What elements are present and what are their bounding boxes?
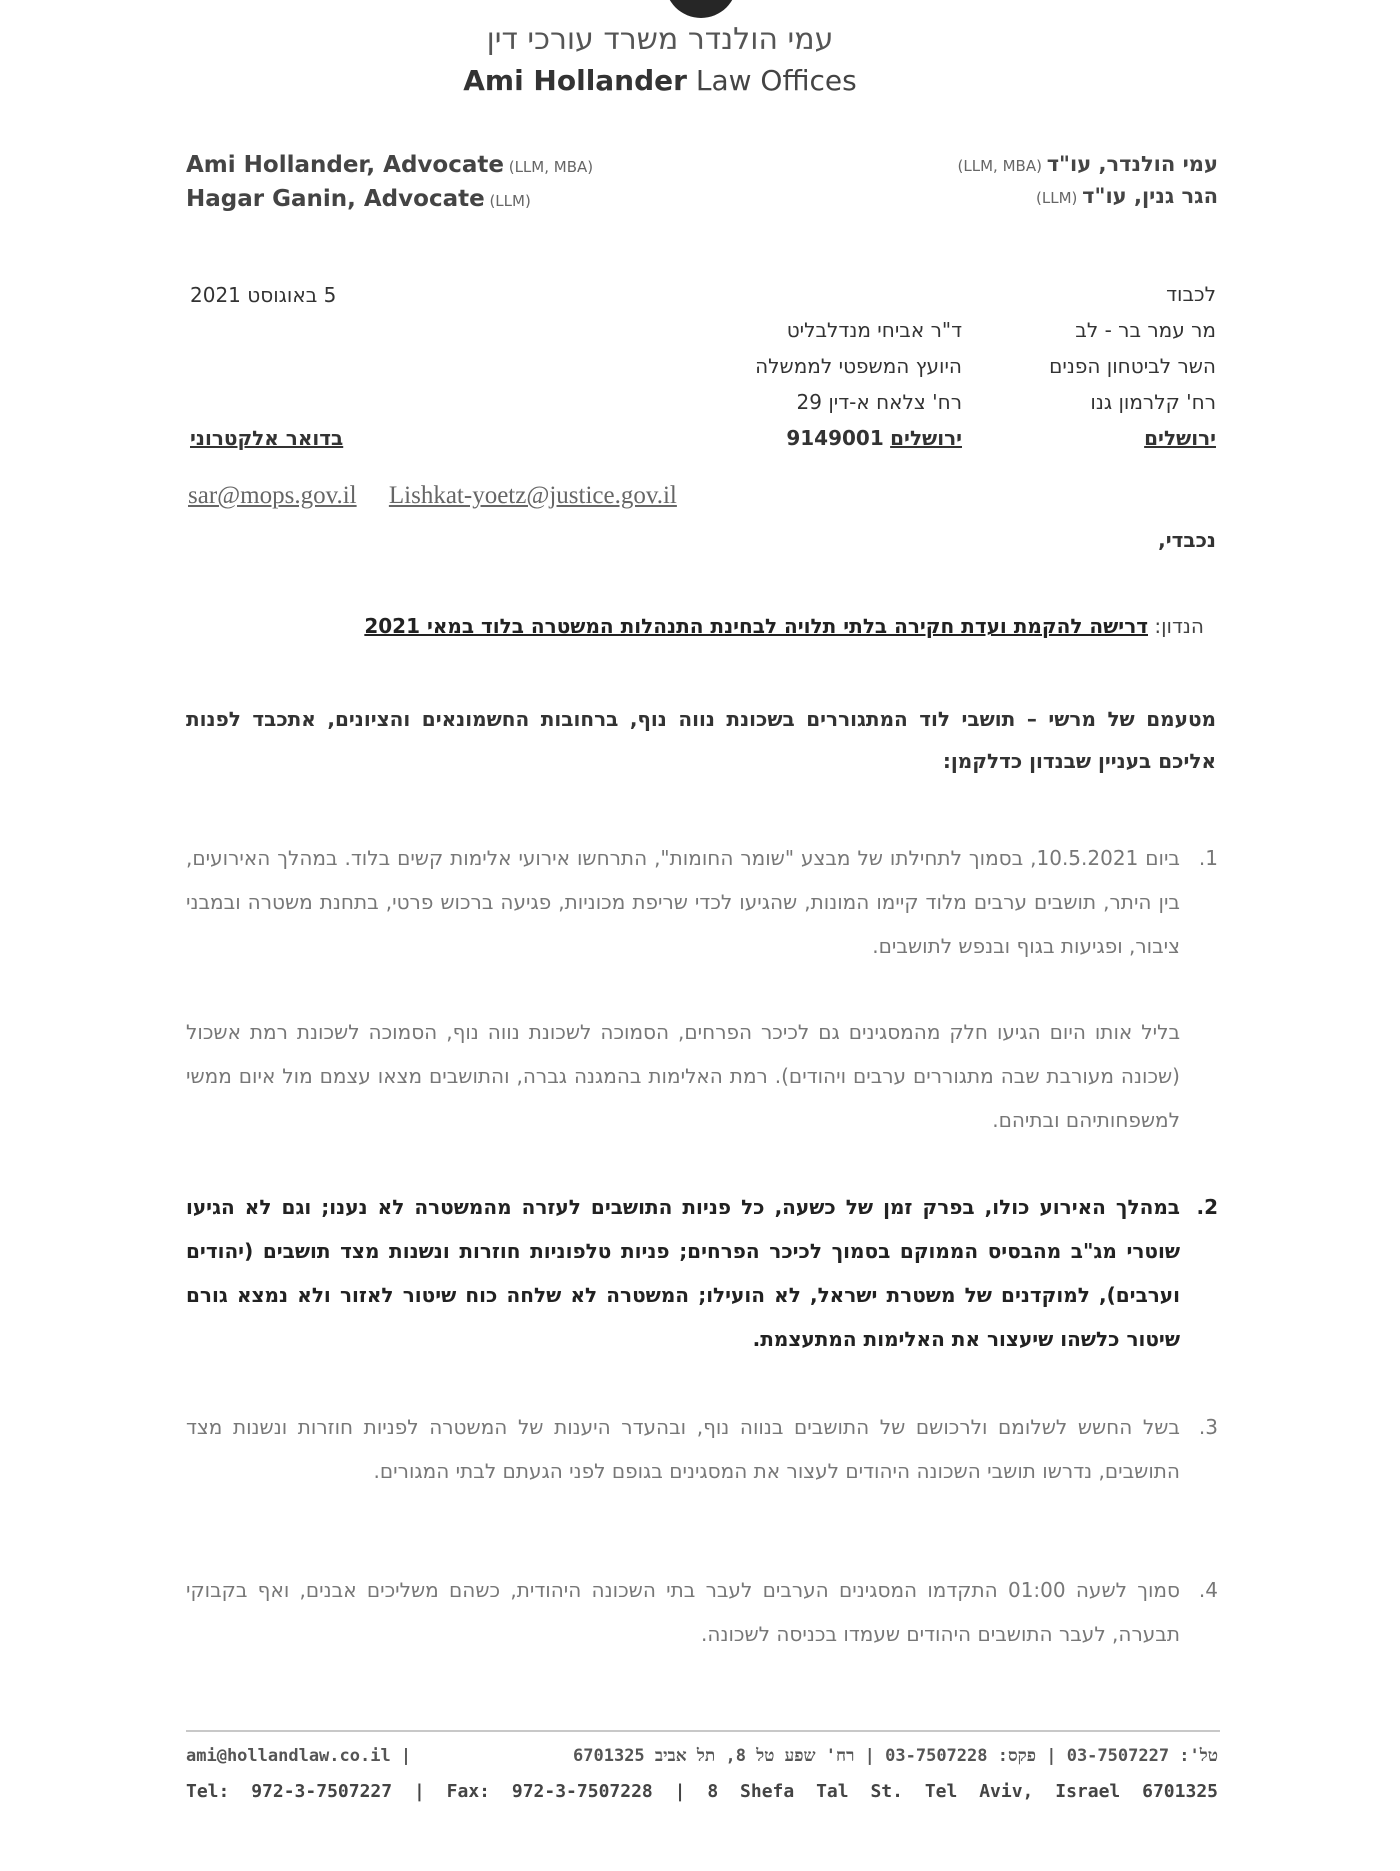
lawyer-en-1-degree: (LLM, MBA) [503,158,594,176]
email-link-sar[interactable]: sar@mops.gov.il [188,482,357,509]
lawyer-en-1 [186,152,593,178]
lawyer-he-1-name: עמי הולנדר, עו"ד [1046,152,1218,176]
intro-paragraph: מטעמם של מרשי – תושבי לוד המתגוררים בשכונת נווה נוף, ברחובות החשמונאים והציונים, אתכבד לפנות אליכם בעניין שבנדון כדלקמן: [186,707,1216,773]
email-line [188,482,703,510]
item-1-continued-text: בליל אותו היום הגיעו חלק מהמסגינים גם לכיכר הפרחים, הסמוכה לשכונת נווה נוף, הסמוכה לשכונת רמת אשכול (שכונה מעורבת שבה מתגוררים ערבים ויהודים). רמת האלימות בהמגנה גברה, והתושבים מצאו עצמם מול איום ממשי למשפחותיהם ובתיהם. [186,1020,1180,1132]
item-1 [186,836,1216,968]
subject-line [364,614,1204,638]
lawyer-he-2-degree: (LLM) [1036,189,1083,207]
recipient-1-block [1049,276,1216,456]
lawyer-he-2 [1036,184,1218,208]
recipient-2-city-line [755,420,962,456]
item-3-number: 3. [1198,1415,1218,1439]
footer-email[interactable]: ami@hollandlaw.co.il | [186,1746,412,1766]
letter-date: 5 באוגוסט 2021 [190,283,337,307]
recipient-2-line2: היועץ המשפטי לממשלה [755,354,962,378]
item-3 [186,1405,1216,1493]
logo-mark [665,0,737,18]
delivery-method: בדואר אלקטרוני [190,426,344,450]
recipient-2-line1: ד"ר אביחי מנדלבליט [786,318,962,342]
footer-line-1 [186,1746,1218,1766]
recipient-1-line3: השר לביטחון הפנים [1049,354,1216,378]
item-2-number: 2. [1196,1195,1218,1219]
recipient-2-zip: 9149001 [786,426,884,450]
lawyer-en-2-degree: (LLM) [484,192,531,210]
subject-text: דרישה להקמת ועדת חקירה בלתי תלויה לבחינת התנהלות המשטרה בלוד במאי 2021 [364,614,1148,638]
footer-english-contact: Tel: 972-3-7507227 | Fax: 972-3-7507228 | 8 Shefa Tal St. Tel Aviv, Israel 6701325 [186,1781,1218,1802]
item-4-number: 4. [1198,1578,1218,1602]
recipient-2-block [755,312,962,456]
recipient-2-city: ירושלים [890,426,962,450]
footer-divider [186,1730,1220,1732]
item-4 [186,1568,1216,1656]
subject-label: הנדון: [1148,614,1204,638]
recipient-1-line4: רח' קלרמון גנו [1090,390,1216,414]
item-2-text: במהלך האירוע כולו, בפרק זמן של כשעה, כל פניות התושבים לעזרה מהמשטרה לא נענו; וגם לא הגיעו שוטרי מג"ב מהבסיס הממוקם בסמוך לכיכר הפרחים; פניות טלפוניות חוזרות ונשנות מצד תושבים (יהודים וערבים), למוקדנים של משטרת ישראל, לא הועילו; המשטרה לא שלחה כוח שיטור לאזור ולא נמצא גורם שיטור כלשהו שיעצור את האלימות המתעצמת. [186,1195,1180,1351]
recipient-1-line2: מר עמר בר - לב [1075,318,1216,342]
greeting: נכבדי, [1158,528,1216,552]
footer-hebrew-contact: טל': 03-7507227 | פקס: 03-7507228 | רח' שפע טל 8, תל אביב 6701325 [573,1746,1218,1766]
recipient-1-line1: לכבוד [1166,282,1216,306]
item-4-text: סמוך לשעה 01:00 התקדמו המסגינים הערבים לעבר בתי השכונה היהודית, כשהם משליכים אבנים, ואף בקבוקי תבערה, לעבר התושבים היהודים שעמדו בכניסה לשכונה. [186,1578,1180,1646]
letterhead-name-english [440,64,880,97]
item-3-text: בשל החשש לשלומם ולרכושם של התושבים בנווה נוף, ובהעדר היענות של המשטרה לפניות חוזרות ונשנות מצד התושבים, נדרשו תושבי השכונה היהודים לעצור את המסגינים בגופם לפני הגעתם לבתי המגורים. [186,1415,1180,1483]
lawyer-he-2-name: הגר גנין, עו"ד [1082,184,1218,208]
recipient-1-city: ירושלים [1144,426,1216,450]
item-1-number: 1. [1198,846,1218,870]
item-2 [186,1185,1216,1361]
email-link-yoetz[interactable]: Lishkat-yoetz@justice.gov.il [388,482,677,509]
letterhead-name-rest: Law Offices [686,64,857,97]
letterhead-name-bold: Ami Hollander [463,64,687,97]
lawyer-he-1-degree: (LLM, MBA) [957,157,1047,175]
recipient-2-line3: רח' צלאח א-דין 29 [796,390,962,414]
lawyer-en-2-name: Hagar Ganin, Advocate [186,186,485,212]
lawyer-en-1-name: Ami Hollander, Advocate [186,152,504,178]
item-1-text: ביום 10.5.2021, בסמוך לתחילתו של מבצע "שומר החומות", התרחשו אירועי אלימות קשים בלוד. במהלך האירועים, בין היתר, תושבים ערבים מלוד קיימו המונות, שהגיעו לכדי שריפת מכוניות, פגיעה ברכוש פרטי, בתחנת משטרה ובמבני ציבור, ופגיעות בגוף ובנפש לתושבים. [186,846,1180,958]
letterhead-name-hebrew: עמי הולנדר משרד עורכי דין [486,22,834,57]
lawyer-he-1 [958,152,1218,176]
item-1-continued [186,1010,1216,1142]
lawyer-en-2 [186,186,531,212]
